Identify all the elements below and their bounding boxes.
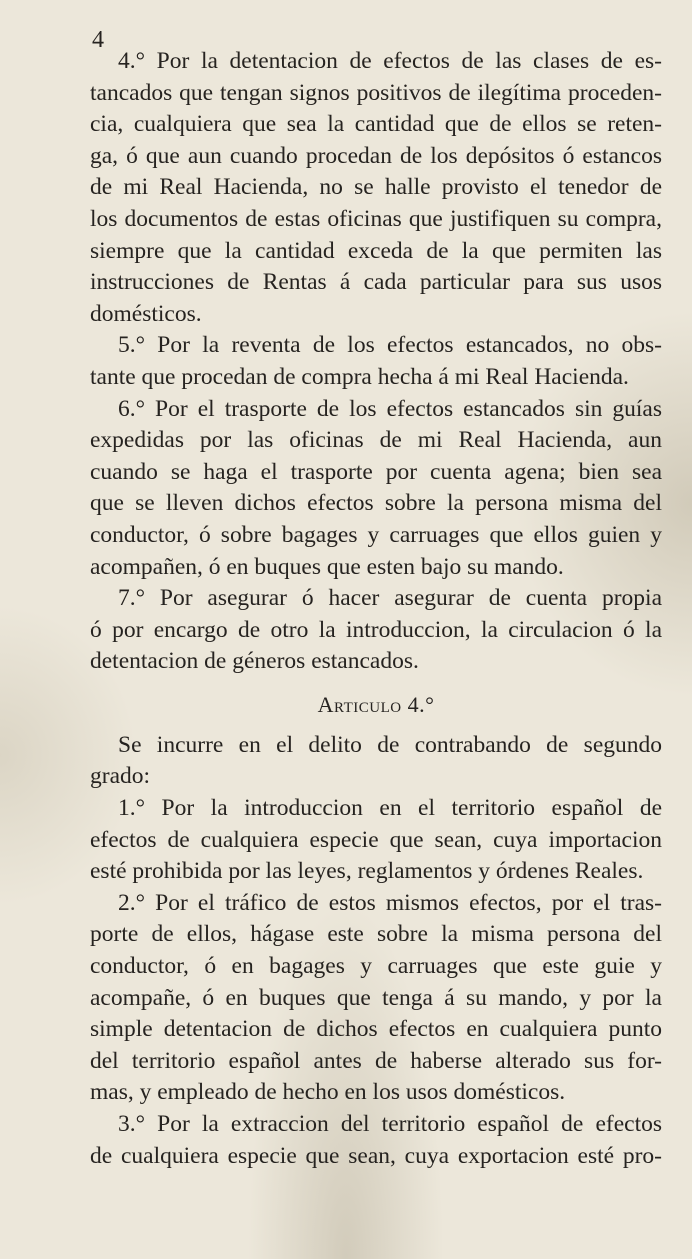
text-line: acompañe, ó en buques que tenga á su mando, y por la xyxy=(90,984,662,1011)
text-line: 1.° Por la introduccion en el territorio español de xyxy=(118,795,662,822)
text-line: Se incurre en el delito de contrabando de segundo xyxy=(118,731,662,758)
text-line: efectos de cualquiera especie que sean, cuya importacion xyxy=(90,826,662,853)
text-line: simple detentacion de dichos efectos en cualquiera punto xyxy=(90,1016,662,1043)
page-number: 4 xyxy=(92,27,104,53)
text-line: cuando se haga el trasporte por cuenta agena; bien sea xyxy=(90,458,662,485)
text-line: 5.° Por la reventa de los efectos estancados, no obs- xyxy=(118,332,662,359)
text-line: domésticos. xyxy=(90,300,202,327)
page-text xyxy=(90,46,662,1172)
text-line: porte de ellos, hágase este sobre la misma persona del xyxy=(90,921,662,948)
text-line: mas, y empleado de hecho en los usos domésticos. xyxy=(90,1079,566,1106)
text-line: del territorio español antes de haberse alterado sus for- xyxy=(90,1047,662,1074)
text-line: acompañen, ó en buques que esten bajo su mando. xyxy=(90,553,564,580)
text-line: los documentos de estas oficinas que justifiquen su compra, xyxy=(90,205,662,232)
text-line: esté prohibida por las leyes, reglamentos y órdenes Reales. xyxy=(90,858,644,885)
text-line: que se lleven dichos efectos sobre la persona misma del xyxy=(90,490,662,517)
text-line: 7.° Por asegurar ó hacer asegurar de cuenta propia xyxy=(118,585,662,612)
text-line: cia, cualquiera que sea la cantidad que de ellos se reten- xyxy=(90,111,662,138)
text-line: tancados que tengan signos positivos de ilegítima proceden- xyxy=(90,79,662,106)
text-line: de mi Real Hacienda, no se halle provisto el tenedor de xyxy=(90,174,662,201)
text-line: ó por encargo de otro la introduccion, la circulacion ó la xyxy=(90,616,662,643)
text-line: siempre que la cantidad exceda de la que permiten las xyxy=(90,237,662,264)
text-line: conductor, ó sobre bagages y carruages que ellos guien y xyxy=(90,521,662,548)
article-heading xyxy=(90,688,662,722)
text-line: tante que procedan de compra hecha á mi Real Hacienda. xyxy=(90,363,629,390)
article-heading-text: Articulo 4.° xyxy=(317,691,435,717)
text-line: ga, ó que aun cuando procedan de los depósitos ó estancos xyxy=(90,142,662,169)
text-line: 3.° Por la extraccion del territorio español de efectos xyxy=(118,1111,662,1137)
text-line: 2.° Por el tráfico de estos mismos efectos, por el tras- xyxy=(118,889,662,916)
text-line: conductor, ó en bagages y carruages que este guie y xyxy=(90,953,662,980)
text-line: instrucciones de Rentas á cada particular para sus usos xyxy=(90,269,662,296)
text-line: 6.° Por el trasporte de los efectos estancados sin guías xyxy=(118,395,662,422)
text-line: de cualquiera especie que sean, cuya exportacion esté pro- xyxy=(90,1142,662,1169)
text-line: 4.° Por la detentacion de efectos de las clases de es- xyxy=(118,48,662,74)
text-line: detentacion de géneros estancados. xyxy=(90,648,419,675)
text-line: expedidas por las oficinas de mi Real Hacienda, aun xyxy=(90,427,662,454)
text-line: grado: xyxy=(90,763,151,790)
